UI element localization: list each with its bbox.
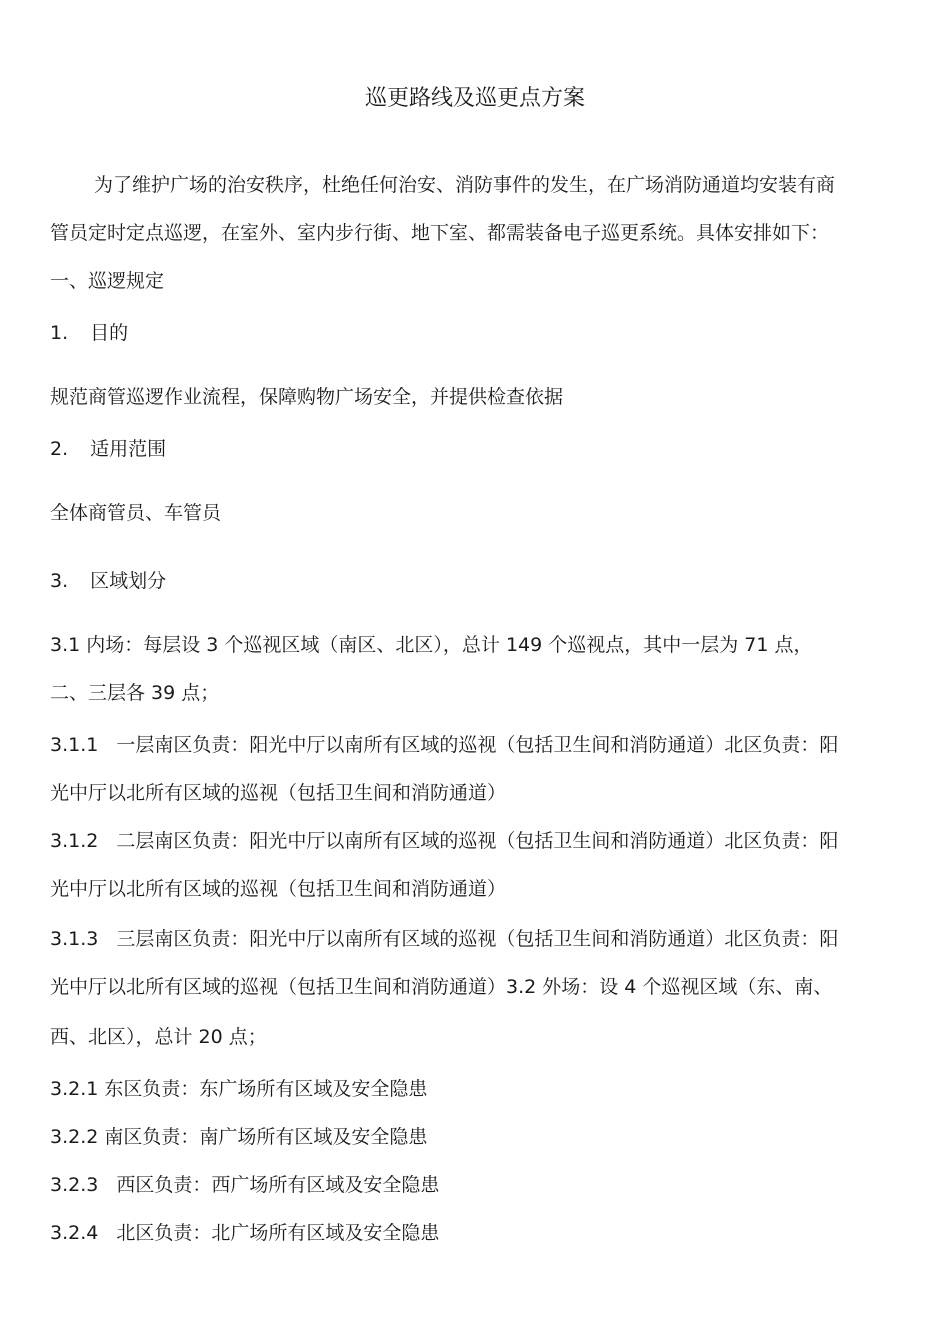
p312-number: 3.1.2 [50, 830, 99, 852]
p31-line-1: 3.1 内场：每层设 3 个巡视区域（南区、北区），总计 149 个巡视点，其中一层为 71 点， [50, 634, 813, 656]
p324-number: 3.2.4 [50, 1222, 99, 1244]
item-1-heading [50, 318, 910, 348]
section-heading-patrol-rules: 一、巡逻规定 [50, 270, 165, 292]
p312-line-1 [50, 826, 910, 856]
p321-text: 3.2.1 东区负责：东广场所有区域及安全隐患 [50, 1078, 428, 1100]
p311-line-2: 光中厅以北所有区域的巡视（包括卫生间和消防通道） [50, 782, 507, 804]
item-3-heading [50, 566, 910, 596]
p323-text: 西区负责：西广场所有区域及安全隐患 [116, 1174, 440, 1196]
purpose-text: 规范商管巡逻作业流程，保障购物广场安全，并提供检查依据 [50, 386, 564, 408]
p31-line-2: 二、三层各 39 点； [50, 682, 220, 704]
p324-line [50, 1218, 910, 1248]
p313-number: 3.1.3 [50, 928, 99, 950]
item-3-label: 区域划分 [90, 570, 167, 592]
p313-text: 三层南区负责：阳光中厅以南所有区域的巡视（包括卫生间和消防通道）北区负责：阳 [116, 928, 839, 950]
intro-line-2: 管员定时定点巡逻，在室外、室内步行街、地下室、都需装备电子巡更系统。具体安排如下： [50, 222, 830, 244]
scope-text: 全体商管员、车管员 [50, 502, 222, 524]
p313-line-2: 光中厅以北所有区域的巡视（包括卫生间和消防通道）3.2 外场：设 4 个巡视区域（东、南、 [50, 976, 833, 998]
p312-text: 二层南区负责：阳光中厅以南所有区域的巡视（包括卫生间和消防通道）北区负责：阳 [116, 830, 839, 852]
intro-line-1: 为了维护广场的治安秩序，杜绝任何治安、消防事件的发生，在广场消防通道均安装有商 [94, 174, 836, 196]
item-2-label: 适用范围 [90, 438, 167, 460]
p323-line [50, 1170, 910, 1200]
p324-text: 北区负责：北广场所有区域及安全隐患 [116, 1222, 440, 1244]
p312-line-2: 光中厅以北所有区域的巡视（包括卫生间和消防通道） [50, 878, 507, 900]
item-2-heading [50, 434, 910, 464]
item-3-number: 3. [50, 570, 69, 592]
p311-number: 3.1.1 [50, 734, 99, 756]
item-1-number: 1. [50, 322, 69, 344]
p322-text: 3.2.2 南区负责：南广场所有区域及安全隐患 [50, 1126, 428, 1148]
p313-line-1 [50, 924, 910, 954]
p323-number: 3.2.3 [50, 1174, 99, 1196]
document-title: 巡更路线及巡更点方案 [364, 86, 585, 111]
item-1-label: 目的 [90, 322, 129, 344]
p311-text: 一层南区负责：阳光中厅以南所有区域的巡视（包括卫生间和消防通道）北区负责：阳 [116, 734, 839, 756]
item-2-number: 2. [50, 438, 69, 460]
p311-line-1 [50, 730, 910, 760]
p313-line-3: 西、北区），总计 20 点； [50, 1026, 267, 1048]
